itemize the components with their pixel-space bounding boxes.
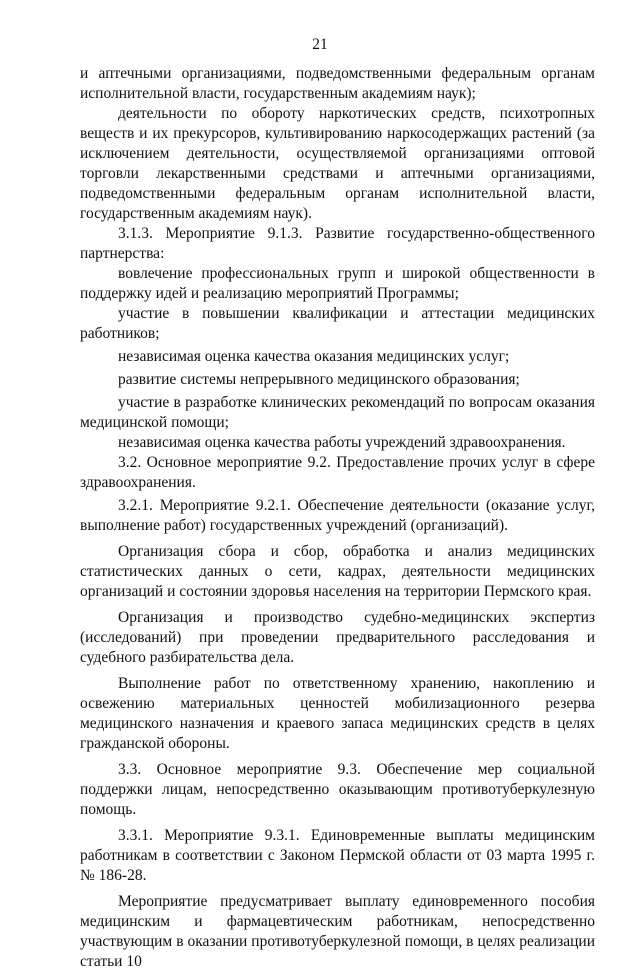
- paragraph: деятельности по обороту наркотических средств, психотропных веществ и их прекурсоров, культивированию наркосодержащих растений (за исключением деятельности, осуществляемой организациями оптовой торговли лекарственными средствами и аптечными организациями, подведомственными федеральным органам исполнительной власти, государственным академиям наук).: [80, 105, 595, 222]
- paragraph: независимая оценка качества оказания медицинских услуг;: [118, 348, 510, 365]
- paragraph: участие в разработке клинических рекомендаций по вопросам оказания медицинской помощи;: [80, 394, 595, 431]
- paragraph: развитие системы непрерывного медицинского образования;: [118, 371, 520, 388]
- paragraph: Организация и производство судебно-медицинских экспертиз (исследований) при проведении предварительного расследования и судебного разбирательства дела.: [80, 609, 595, 666]
- paragraph: Организация сбора и сбор, обработка и анализ медицинских статистических данных о сети, кадрах, деятельности медицинских организаций и состоянии здоровья населения на территории Пермского края.: [80, 543, 595, 600]
- paragraph: Выполнение работ по ответственному хранению, накоплению и освежению материальных ценностей мобилизационного резерва медицинского назначения и краевого запаса медицинских средств в целях гражданской обороны.: [80, 675, 595, 752]
- paragraph: участие в повышении квалификации и аттестации медицинских работников;: [80, 305, 595, 342]
- paragraph: независимая оценка качества работы учреждений здравоохранения.: [118, 434, 566, 451]
- paragraph: вовлечение профессиональных групп и широкой общественности в поддержку идей и реализацию мероприятий Программы;: [80, 265, 595, 302]
- document-body: [80, 64, 595, 972]
- paragraph: 3.2. Основное мероприятие 9.2. Предоставление прочих услуг в сфере здравоохранения.: [80, 454, 595, 491]
- paragraph: и аптечными организациями, подведомственными федеральным органам исполнительной власти, государственным академиям наук);: [80, 65, 595, 102]
- paragraph: 3.1.3. Мероприятие 9.1.3. Развитие государственно-общественного партнерства:: [80, 225, 595, 262]
- page-number: 21: [312, 36, 328, 53]
- paragraph: 3.3. Основное мероприятие 9.3. Обеспечение мер социальной поддержки лицам, непосредственно оказывающим противотуберкулезную помощь.: [80, 761, 595, 818]
- paragraph: Мероприятие предусматривает выплату единовременного пособия медицинским и фармацевтическим работникам, непосредственно участвующим в оказании противотуберкулезной помощи, в целях реализации статьи 10: [80, 893, 595, 970]
- paragraph: 3.2.1. Мероприятие 9.2.1. Обеспечение деятельности (оказание услуг, выполнение работ) государственных учреждений (организаций).: [80, 497, 595, 534]
- paragraph: 3.3.1. Мероприятие 9.3.1. Единовременные выплаты медицинским работникам в соответствии с Законом Пермской области от 03 марта 1995 г. № 186-28.: [80, 827, 595, 884]
